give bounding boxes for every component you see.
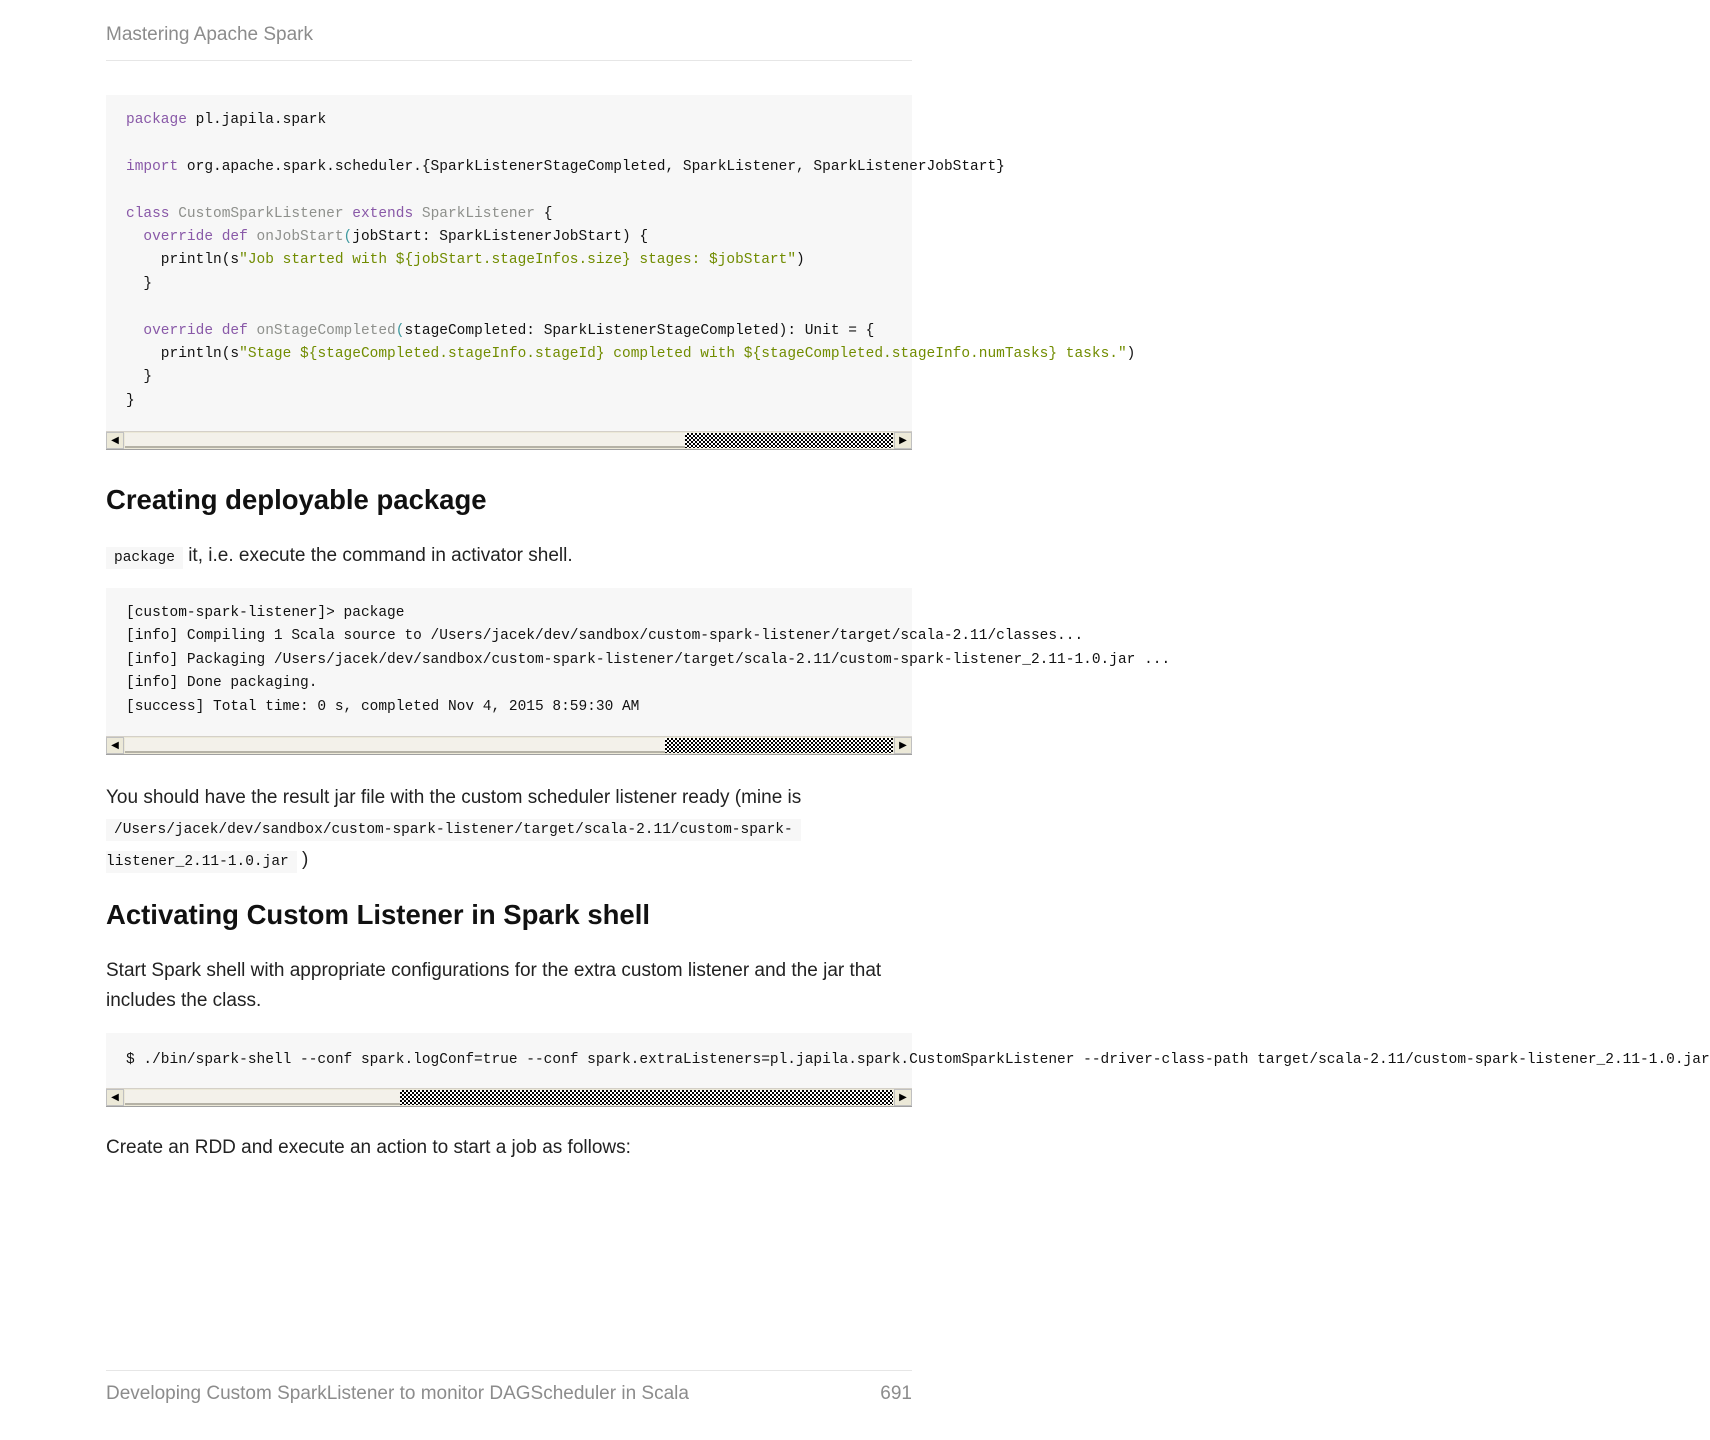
code-keyword: class [126,205,170,222]
scroll-right-button[interactable] [894,432,912,449]
code-text: } [126,392,135,409]
running-footer-title: Developing Custom SparkListener to monitor DAGScheduler in Scala [106,1383,689,1404]
paragraph-result-jar [106,783,916,877]
scroll-thumb[interactable] [125,433,685,448]
section-heading-activating-listener: Activating Custom Listener in Spark shell [106,899,651,930]
running-header: Mastering Apache Spark [106,24,314,45]
code-text: org.apache.spark.scheduler.{SparkListenerStageCompleted, SparkListener, SparkListenerJobStart} [178,158,1005,175]
code-text: println(s [126,346,240,363]
code-text: println(s [126,252,240,269]
code-listing [106,1033,1710,1072]
code-block-package-output [106,588,1171,736]
code-block-spark-shell [106,1033,1710,1088]
code-line: [info] Done packaging. [126,675,318,692]
code-text: pl.japila.spark [186,112,327,128]
code-string: "Stage ${stageCompleted.stageInfo.stageId} completed with ${stageCompleted.stageInfo.numTasks} tasks." [239,346,1127,363]
code-paren: ( [395,322,405,339]
code-text: } [126,275,153,292]
arrow-right-icon: ▶ [899,1092,907,1103]
code-text: } [126,369,153,386]
code-keyword: extends [352,205,414,222]
code-listing [106,588,1171,719]
page-number: 691 [880,1383,912,1404]
code-keyword: override def [143,322,248,339]
code-text: ) [1126,346,1136,363]
inline-code-jar-path: /Users/jacek/dev/sandbox/custom-spark-listener/target/scala-2.11/custom-spark- [106,819,801,841]
scroll-left-button[interactable] [106,737,124,754]
code-line: [info] Packaging /Users/jacek/dev/sandbox/custom-spark-listener/target/scala-2.11/custom-spark-listener_2.11-1.0.jar ... [126,651,1171,668]
code-line: $ ./bin/spark-shell --conf spark.logConf=true --conf spark.extraListeners=pl.japila.spark.CustomSparkListener --driver-class-path target/scala-2.11/custom-spark-listener_2.11-1.0.jar [126,1052,1710,1068]
code-text: ) [796,252,805,269]
arrow-left-icon: ◀ [111,740,119,751]
code-keyword: override def [143,229,248,246]
paragraph-text: it, i.e. execute the command in activator shell. [182,545,573,566]
footer-divider [106,1370,912,1371]
horizontal-scrollbar[interactable] [106,736,912,755]
code-line: [info] Compiling 1 Scala source to /Users/jacek/dev/sandbox/custom-spark-listener/target/scala-2.11/classes... [126,628,1084,645]
code-line: [custom-spark-listener]> package [126,605,405,621]
code-block-listener-class [106,95,1136,431]
scroll-right-button[interactable] [894,1089,912,1106]
code-keyword: package [126,112,187,128]
header-divider [106,60,912,61]
paragraph-start-shell: Start Spark shell with appropriate configurations for the extra custom listener and the jar that includes the class. [106,960,882,1011]
section-heading-deployable-package: Creating deployable package [106,484,487,515]
scroll-left-button[interactable] [106,1089,124,1106]
paragraph-text: You should have the result jar file with the custom scheduler listener ready (mine is [106,787,802,808]
inline-code: package [106,547,183,569]
code-listing [106,95,1136,413]
code-paren: ( [343,229,353,246]
code-text: { [535,205,553,222]
scroll-thumb[interactable] [125,738,665,753]
horizontal-scrollbar[interactable] [106,431,912,450]
code-function: onJobStart [256,229,344,246]
scroll-track[interactable] [400,1090,893,1105]
scroll-left-button[interactable] [106,432,124,449]
arrow-left-icon: ◀ [111,435,119,446]
horizontal-scrollbar[interactable] [106,1088,912,1107]
scroll-right-button[interactable] [894,737,912,754]
code-string: "Job started with ${jobStart.stageInfos.size} stages: $jobStart" [239,252,797,269]
code-function: onStageCompleted [256,322,396,339]
scroll-thumb[interactable] [125,1090,400,1105]
paragraph-text: ) [296,849,309,870]
paragraph-package [106,541,916,573]
paragraph-create-rdd: Create an RDD and execute an action to start a job as follows: [106,1137,631,1158]
arrow-left-icon: ◀ [111,1092,119,1103]
code-type: SparkListener [421,205,535,222]
code-keyword: import [126,158,179,175]
code-text: stageCompleted: SparkListenerStageCompleted): Unit = { [404,322,875,339]
scroll-track[interactable] [665,738,893,753]
arrow-right-icon: ▶ [899,435,907,446]
code-type: CustomSparkListener [178,205,344,222]
arrow-right-icon: ▶ [899,740,907,751]
code-text: jobStart: SparkListenerJobStart) { [352,229,649,246]
code-line: [success] Total time: 0 s, completed Nov 4, 2015 8:59:30 AM [126,698,640,715]
scroll-track[interactable] [685,433,893,448]
inline-code-jar-path: listener_2.11-1.0.jar [106,851,297,873]
